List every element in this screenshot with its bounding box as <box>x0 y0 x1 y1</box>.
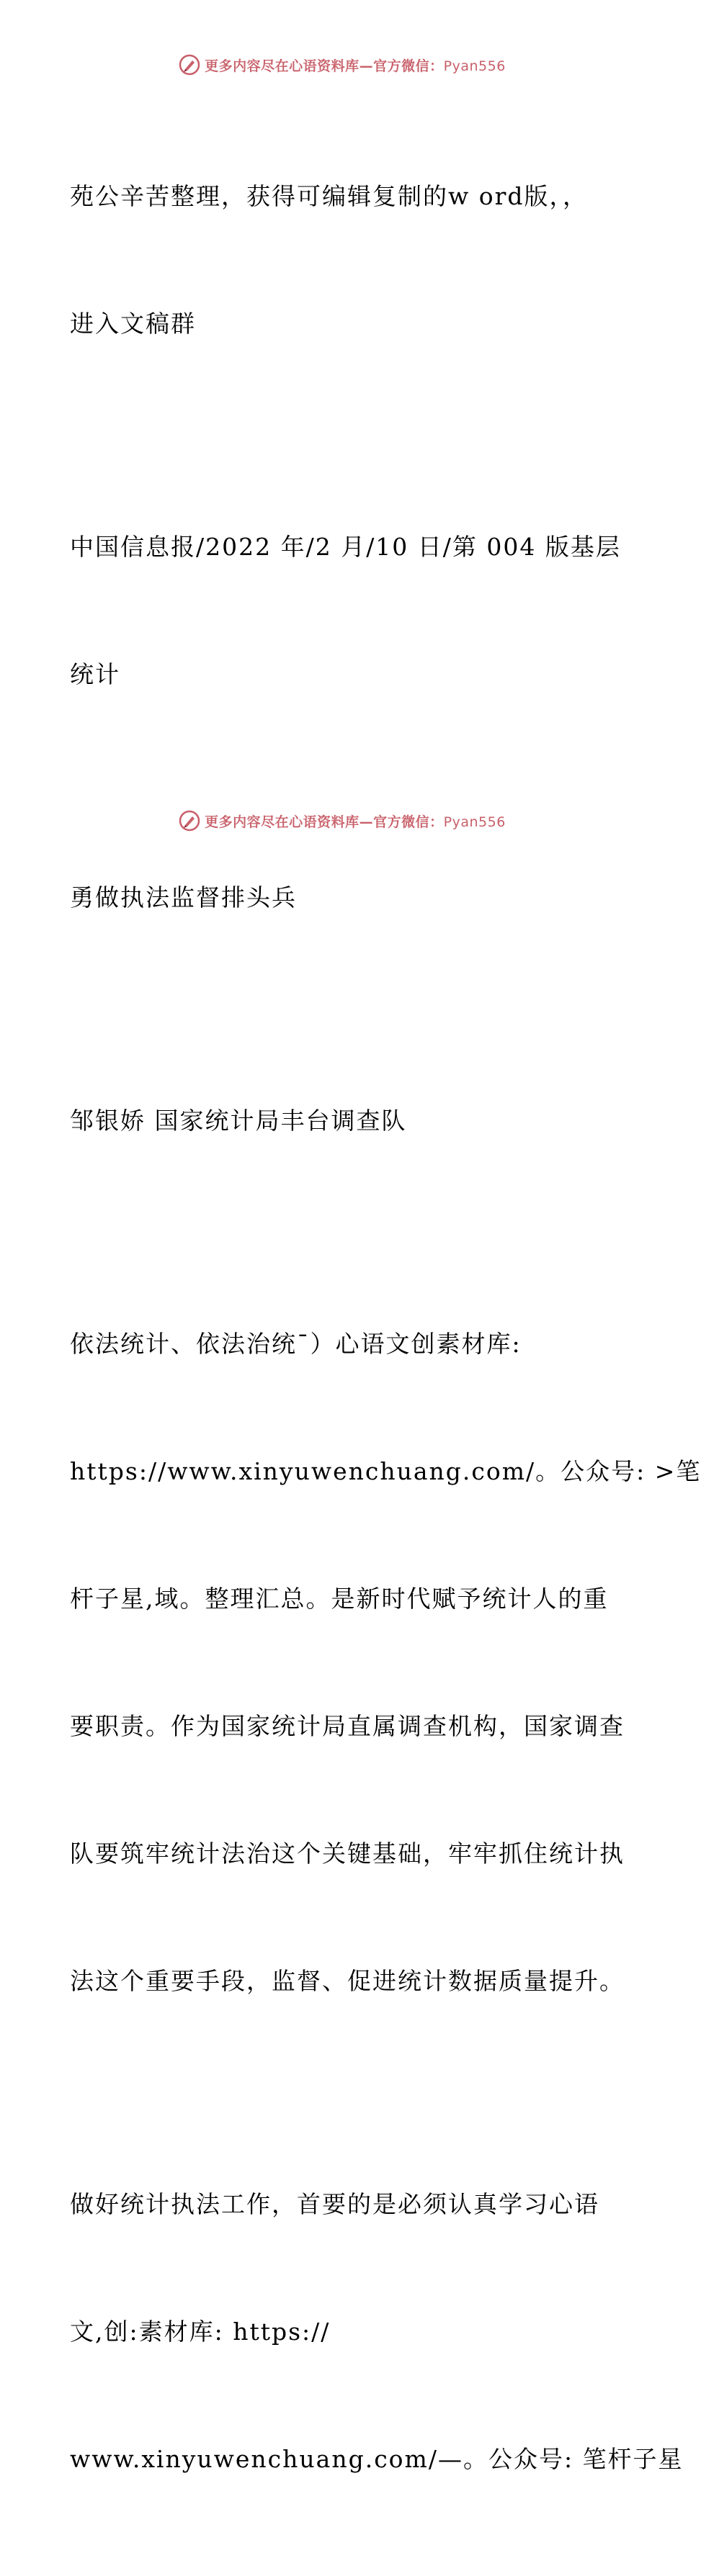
text-line: 统计 <box>70 660 120 688</box>
paragraph-source <box>70 441 621 780</box>
banner-text: 更多内容尽在心语资料库—官方微信：Pyan556 <box>205 58 506 74</box>
footer-banner <box>0 806 684 835</box>
pen-logo-icon <box>179 54 200 76</box>
document-body <box>70 90 701 2576</box>
banner-text: 更多内容尽在心语资料库—官方微信：Pyan556 <box>205 814 506 830</box>
paragraph-body-2 <box>70 2098 684 2565</box>
text-line: 文,创:素材库: https:// <box>70 2318 331 2346</box>
text-line: 勇做执法监督排头兵 <box>70 883 297 911</box>
text-line: 邹银娇 国家统计局丰台调查队 <box>70 1107 407 1135</box>
pen-logo-icon <box>179 810 200 832</box>
text-line: 杆子星,域。整理汇总。是新时代赋予统计人的重 <box>70 1585 609 1613</box>
paragraph-body-1 <box>70 1238 701 2087</box>
text-line: 做好统计执法工作，首要的是必须认真学习心语 <box>70 2190 599 2218</box>
text-line: 依法统计、依法治统¯）心语文创素材库: <box>70 1330 522 1358</box>
text-line: www.xinyuwenchuang.com/—。公众号: 笔杆子星 <box>70 2445 684 2473</box>
text-line: 苑公辛苦整理，获得可编辑复制的w ord版，， <box>70 182 589 210</box>
text-line: 进入文稿群 <box>70 310 196 338</box>
text-line: 中国信息报/2022 年/2 月/10 日/第 004 版基层 <box>70 533 621 561</box>
text-line: 法这个重要手段，监督、促进统计数据质量提升。 <box>70 1967 625 1995</box>
text-line: 队要筑牢统计法治这个关键基础，牢牢抓住统计执 <box>70 1839 625 1868</box>
text-line: 要职责。作为国家统计局直属调查机构，国家调查 <box>70 1712 625 1740</box>
article-author <box>70 1014 617 1227</box>
text-line: https://www.xinyuwenchuang.com/。公众号: >笔 <box>70 1457 701 1485</box>
header-banner <box>0 50 684 79</box>
paragraph-intro <box>70 90 617 430</box>
